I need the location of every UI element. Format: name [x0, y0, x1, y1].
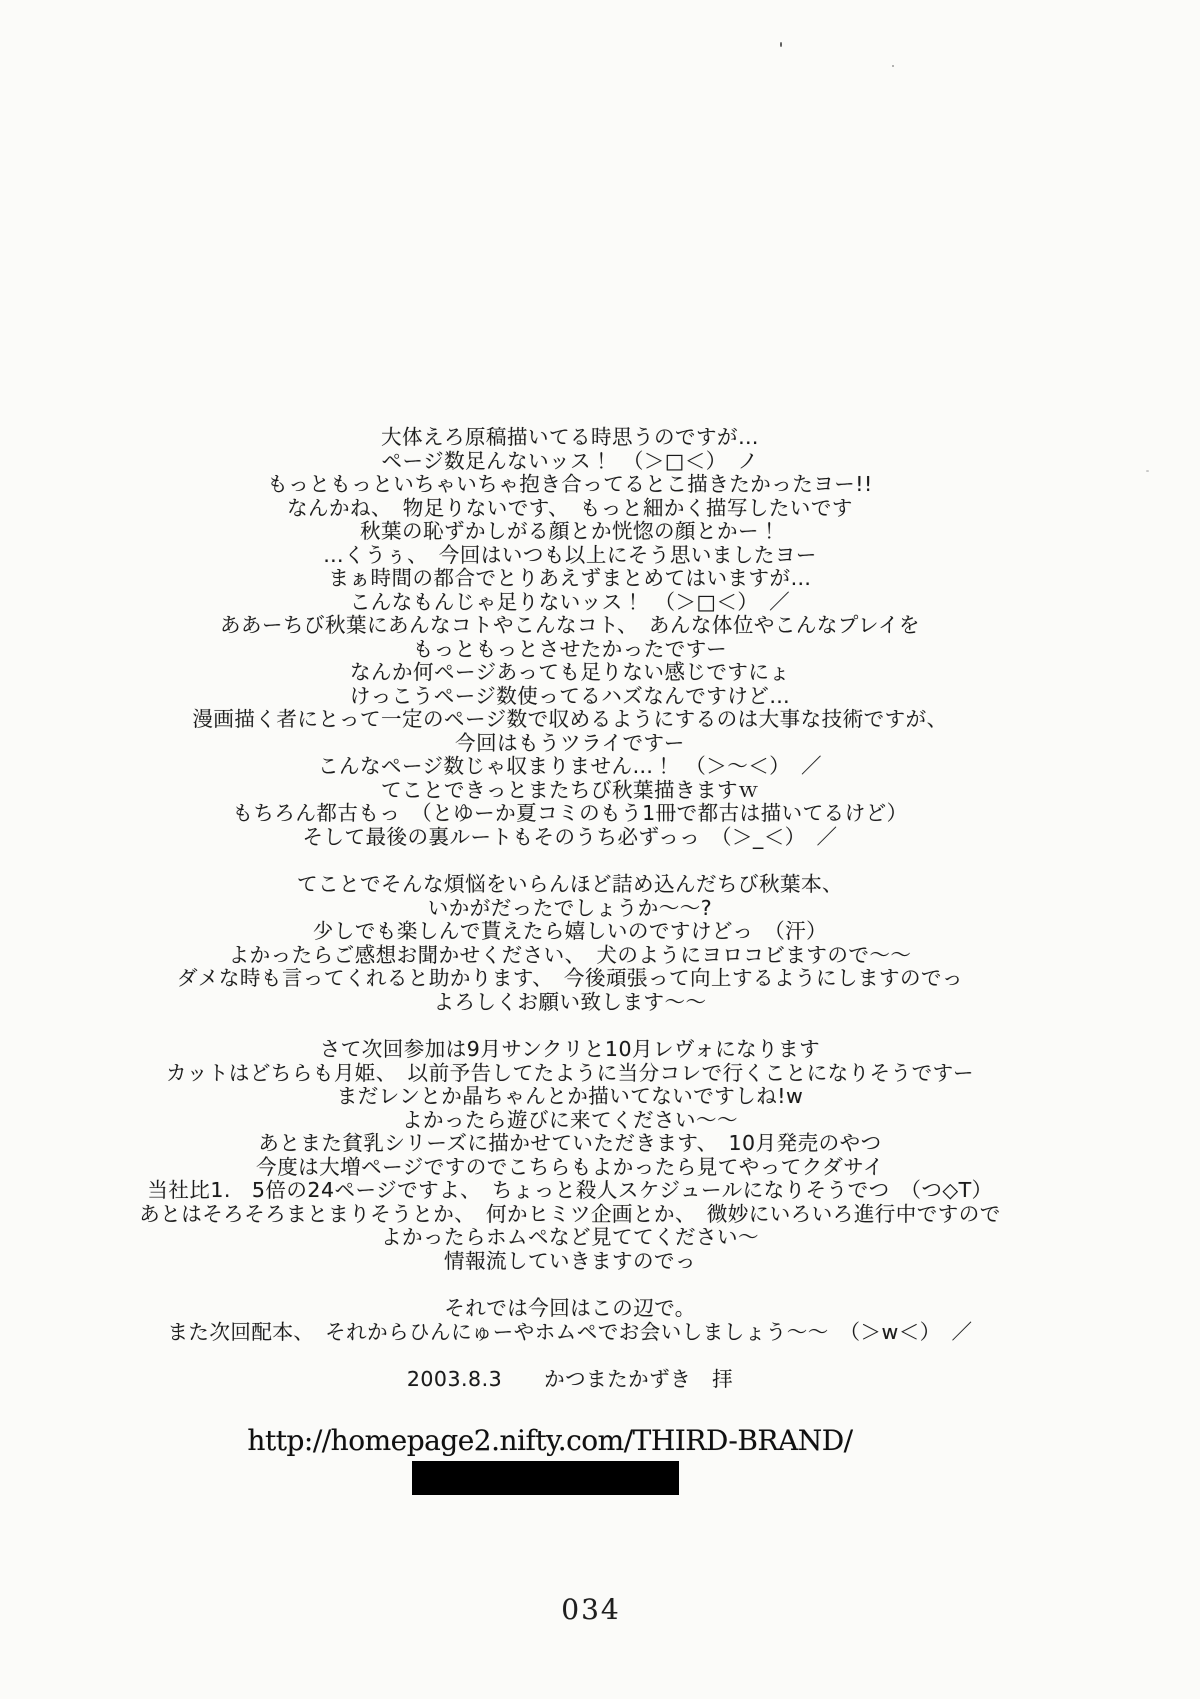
text-line: 情報流していきますのでっ: [444, 1248, 696, 1273]
text-line: そして最後の裏ルートもそのうち必ずっっ （＞_＜） ／: [302, 824, 838, 849]
text-line: 当社比1. 5倍の24ページですよ、 ちょっと殺人スケジュールになりそうでつ （つ◇T）: [147, 1178, 993, 1202]
text-line: なんかね、 物足りないです、 もっと細かく描写したいです: [287, 495, 853, 520]
text-line: よかったらご感想お聞かせください、 犬のようにヨロコビますので～～: [228, 942, 912, 967]
afterword-paragraph-1: [0, 426, 1140, 849]
text-line: もっともっとさせたかったですー: [412, 636, 728, 661]
text-line: なんか何ページあっても足りない感じですにょ: [350, 660, 790, 684]
text-line: また次回配本、 それからひんにゅーやホムペでお会いしましょう～～ （＞w＜） ／: [167, 1319, 973, 1344]
text-line: よかったら遊びに来てください～～: [402, 1107, 738, 1132]
text-line: よかったらホムペなど見ててください～: [381, 1225, 759, 1249]
text-line: よろしくお願い致します～～: [433, 989, 707, 1014]
text-line: 今度は大増ページですのでこちらもよかったら見てやってクダサイ: [256, 1154, 884, 1179]
text-line: あとはそろそろまとまりそうとか、 何かヒミツ企画とか、 微妙にいろいろ進行中ですので: [139, 1201, 1001, 1226]
text-line: 少しでも楽しんで貰えたら嬉しいのですけどっ （汗）: [312, 919, 828, 943]
text-line: それでは今回はこの辺で。: [444, 1296, 696, 1320]
text-line: ダメな時も言ってくれると助かります、 今後頑張って向上するようにしますのでっ: [176, 966, 964, 990]
text-line: いかがだったでしょうか～～?: [427, 895, 713, 920]
text-line: 今回はもうツライですー: [455, 730, 685, 755]
afterword-paragraph-2: [0, 873, 1140, 1014]
redaction-bar: [412, 1461, 679, 1495]
date-signature-line: 2003.8.3 かつまたかずき 拝: [406, 1367, 734, 1391]
scan-speck: [892, 65, 894, 67]
text-line: けっこうページ数使ってるハズなんですけど…: [349, 683, 791, 708]
text-line: さて次回参加は9月サンクリと10月レヴォになります: [319, 1037, 821, 1061]
text-line: ページ数足んないッス！ （＞□＜） ノ: [381, 448, 759, 473]
text-line: 漫画描く者にとって一定のページ数で収めるようにするのは大事な技術ですが、: [192, 707, 948, 731]
text-line: ああーちび秋葉にあんなコトやこんなコト、 あんな体位やこんなプレイを: [219, 613, 921, 637]
text-line: まだレンとか晶ちゃんとか描いてないですしね!w: [336, 1084, 804, 1108]
scan-speck: [1146, 470, 1149, 472]
afterword-text-block: [0, 426, 1140, 1392]
text-line: …くうぅ、 今回はいつも以上にそう思いましたヨー: [323, 542, 817, 567]
text-line: てことでそんな煩悩をいらんほど詰め込んだちび秋葉本、: [297, 872, 843, 896]
text-line: こんなページ数じゃ収まりません…！ （＞～＜） ／: [317, 754, 823, 778]
homepage-url-text: http://homepage2.nifty.com/THIRD-BRAND/: [247, 1424, 853, 1457]
text-line: あとまた貧乳シリーズに描かせていただきます、 10月発売のやつ: [258, 1131, 882, 1155]
text-line: てことできっとまたちび秋葉描きますｗ: [381, 777, 759, 802]
scan-speck: [780, 42, 782, 47]
text-line: こんなもんじゃ足りないッス！ （＞□＜） ／: [349, 589, 791, 614]
text-line: カットはどちらも月姫、 以前予告してたように当分コレで行くことになりそうですー: [166, 1060, 974, 1085]
afterword-paragraph-4: [0, 1297, 1140, 1344]
text-line: 秋葉の恥ずかしがる顔とか恍惚の顔とかー！: [360, 519, 780, 543]
page-number: 034: [561, 1593, 621, 1626]
text-line: もっともっといちゃいちゃ抱き合ってるとこ描きたかったヨー!!: [267, 472, 873, 496]
text-line: もちろん都古もっ （とゆーか夏コミのもう1冊で都古は描いてるけど）: [232, 801, 908, 825]
afterword-paragraph-3: [0, 1038, 1140, 1273]
text-line: 大体えろ原稿描いてる時思うのですが…: [381, 425, 759, 449]
text-line: まぁ時間の都合でとりあえずまとめてはいますが…: [328, 566, 812, 590]
